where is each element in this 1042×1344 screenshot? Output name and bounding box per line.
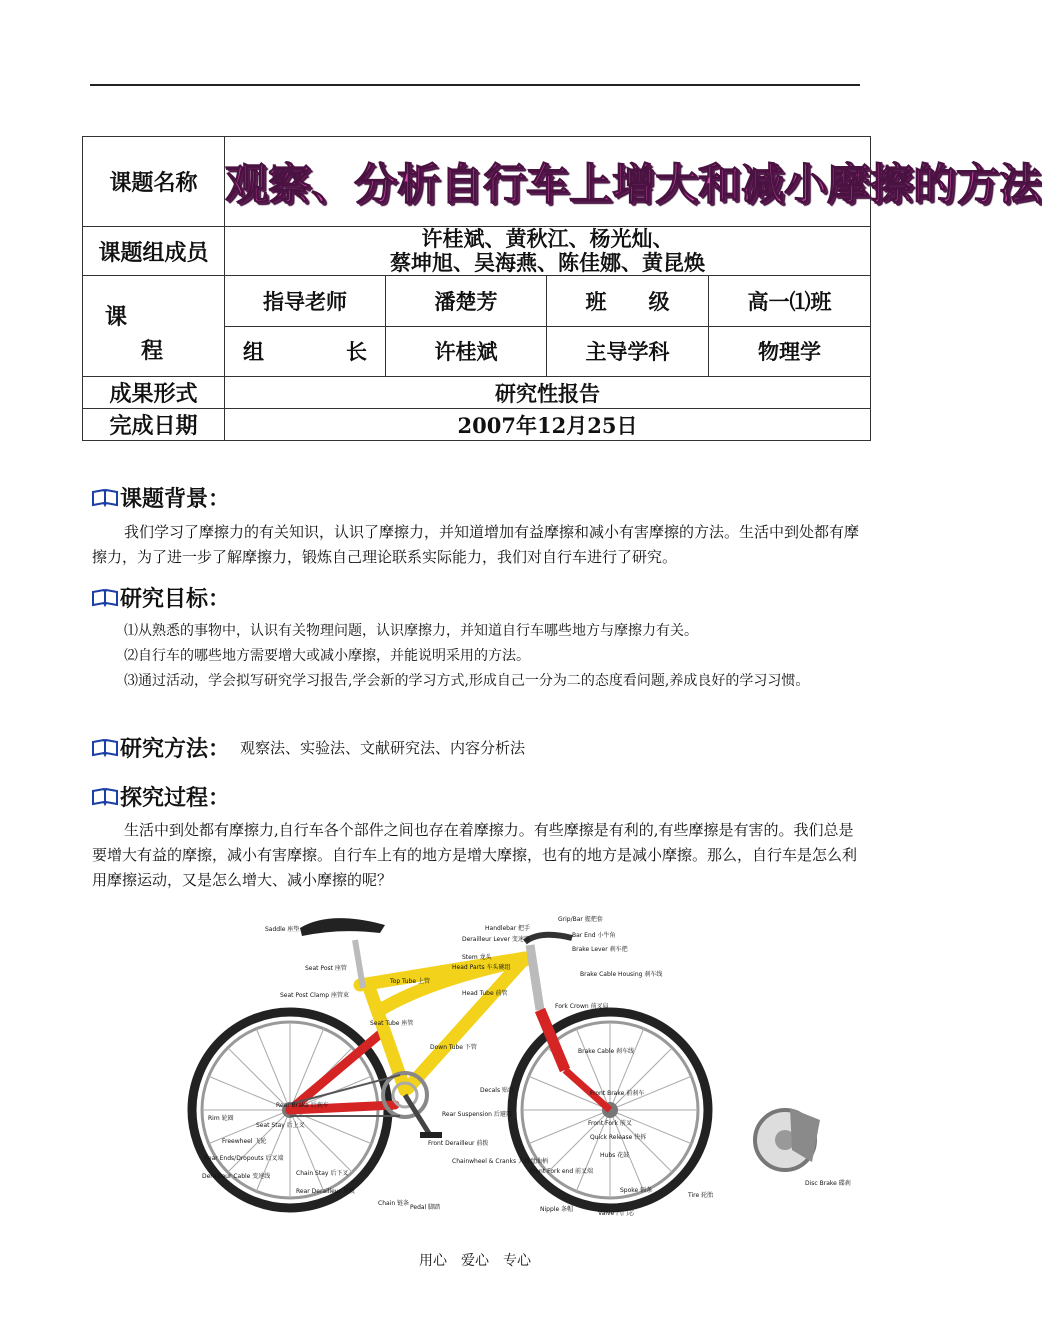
background-paragraph: 我们学习了摩擦力的有关知识，认识了摩擦力，并知道增加有益摩擦和减小有害摩擦的方法。生活中到处都有摩擦力，为了进一步了解摩擦力，锻炼自己理论联系实际能力，我们对自行车进行了研究。	[92, 523, 860, 566]
bike-label: Down Tube 下管	[430, 1044, 477, 1051]
book-icon	[92, 788, 118, 806]
members-cell	[225, 227, 871, 276]
goals-list	[92, 619, 862, 694]
bike-label: Rear Suspension 后避震	[442, 1111, 512, 1118]
process-heading	[92, 781, 230, 812]
bike-label: Chain Stay 后下叉	[296, 1170, 349, 1177]
bike-label: Seat Post 座管	[305, 965, 347, 972]
bike-label: Chain 链条	[378, 1200, 410, 1207]
leader-label-2: 长	[346, 339, 367, 365]
project-info-table	[82, 136, 1042, 441]
bike-label: Front Derailleur 前拨	[428, 1140, 489, 1147]
goals-heading	[92, 582, 230, 613]
bike-label: Chainwheel & Cranks 大齿盘曲柄	[452, 1158, 549, 1165]
title-cell	[225, 137, 1042, 227]
header-rule	[90, 84, 860, 86]
title-label: 课题名称	[83, 137, 225, 227]
date-label: 完成日期	[83, 409, 225, 441]
bike-label: Head Parts 车头碗组	[452, 964, 511, 971]
bike-label: Brake Lever 刹车把	[572, 946, 628, 953]
advisor-label: 指导老师	[225, 276, 386, 327]
course-label-1: 课	[105, 304, 128, 330]
subject-label: 主导学科	[547, 326, 709, 377]
bike-label: Top Tube 上管	[390, 978, 430, 985]
bike-label: Head Tube 前管	[462, 990, 508, 997]
goal-item: ⑴从熟悉的事物中，认识有关物理问题，认识摩擦力，并知道自行车哪些地方与摩擦力有关。	[124, 623, 698, 639]
bike-label: Tire 轮胎	[688, 1192, 714, 1199]
book-icon	[92, 489, 118, 507]
date-value: 2007年12月25日	[225, 409, 871, 441]
bike-label: Spoke 辐条	[620, 1187, 653, 1194]
bike-label: Pedal 脚踏	[410, 1204, 441, 1211]
bike-label: Decals 贴纸	[480, 1087, 514, 1094]
bike-label: Disc Brake 碟刹	[805, 1180, 851, 1187]
bike-label: Saddle 座垫	[265, 926, 300, 933]
bike-label: Freewheel 飞轮	[222, 1138, 267, 1145]
goal-item: ⑶通过活动，学会拟写研究学习报告,学会新的学习方式,形成自己一分为二的态度看问题,养成良好的学习习惯。	[124, 673, 810, 689]
members-line-2: 蔡坤旭、吴海燕、陈佳娜、黄昆焕	[390, 250, 705, 275]
title-wordart: 观察、分析自行车上增大和减小摩擦的方法	[225, 160, 1042, 210]
bike-label: Quick Release 快拆	[590, 1134, 647, 1141]
bike-label: Fork Crown 前叉肩	[555, 1003, 609, 1010]
bike-label: Hubs 花鼓	[600, 1152, 630, 1159]
course-label-2: 程	[141, 338, 164, 364]
methods-heading	[92, 732, 525, 763]
methods-heading-text: 研究方法：	[120, 736, 231, 762]
book-icon	[92, 739, 118, 757]
bike-label: Brake Cable Housing 刹车线	[580, 971, 663, 978]
subject-value: 物理学	[709, 326, 871, 377]
bike-label: Derailleur Lever 变速器	[462, 936, 530, 943]
page-footer: 用心 爱心 专心	[419, 1253, 531, 1269]
bike-label: Front Fork end 前叉端	[530, 1168, 594, 1175]
bike-label: Rear Brake 后刹车	[276, 1102, 329, 1109]
background-heading-text: 课题背景：	[120, 486, 231, 512]
bike-label: Valve 汽门芯	[598, 1210, 635, 1217]
leader-label-1: 组	[243, 339, 264, 365]
bike-label: Rear Ends/Dropouts 后叉端	[204, 1155, 284, 1162]
process-heading-text: 探究过程：	[120, 785, 231, 811]
goals-heading-text: 研究目标：	[120, 586, 231, 612]
bike-label: Bar End 小牛角	[572, 932, 616, 939]
leader-label	[225, 326, 386, 377]
methods-text: 观察法、实验法、文献研究法、内容分析法	[240, 739, 526, 757]
bike-label: Handlebar 把手	[485, 925, 531, 932]
class-label: 班 级	[547, 276, 709, 327]
advisor-value: 潘楚芳	[386, 276, 547, 327]
members-label: 课题组成员	[83, 227, 225, 276]
bike-label: Front Fork 前叉	[588, 1120, 632, 1127]
bike-label: Nipple 条帽	[540, 1206, 574, 1213]
background-heading	[92, 482, 230, 513]
members-line-1: 许桂斌、黄秋江、杨光灿、	[421, 226, 674, 251]
bike-label: Seat Stay 后上叉	[256, 1122, 305, 1129]
course-label-cell	[83, 276, 225, 377]
bike-label: Rear Derailleur 后拨	[296, 1188, 355, 1195]
book-icon	[92, 589, 118, 607]
goal-item: ⑵自行车的哪些地方需要增大或减小摩擦，并能说明采用的方法。	[124, 648, 530, 664]
bike-label: Derailleur Cable 变速线	[202, 1173, 271, 1180]
bike-label: Front Brake 前刹车	[590, 1090, 645, 1097]
bike-label: Brake Cable 刹车线	[578, 1048, 635, 1055]
bike-label: Rim 轮圈	[208, 1115, 234, 1122]
bicycle-diagram	[180, 900, 880, 1220]
bike-label: Stem 龙头	[462, 954, 492, 961]
bike-label: Seat Tube 座管	[370, 1020, 414, 1027]
leader-value: 许桂斌	[386, 326, 547, 377]
process-paragraph: 生活中到处都有摩擦力,自行车各个部件之间也存在着摩擦力。有些摩擦是有利的,有些摩擦是有害的。我们总是要增大有益的摩擦，减小有害摩擦。自行车上有的地方是增大摩擦，也有的地方是减小摩擦。那么，自行车是怎么利用摩擦运动，又是怎么增大、减小摩擦的呢？	[92, 821, 858, 889]
result-value: 研究性报告	[225, 377, 871, 409]
result-label: 成果形式	[83, 377, 225, 409]
class-value: 高一⑴班	[709, 276, 871, 327]
bike-label: Seat Post Clamp 座管束	[280, 992, 349, 999]
bike-label: Grip/Bar 握把套	[558, 916, 603, 923]
